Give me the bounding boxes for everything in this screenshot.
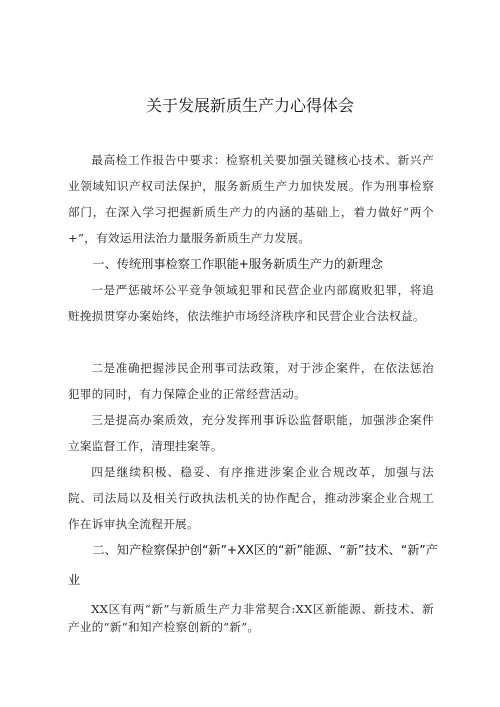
intro-paragraph: 最高检工作报告中要求：检察机关要加强关键核心技术、新兴产业领域知识产权司法保护，服务新质生产力加快发展。作为刑事检察部门，在深入学习把握新质生产力的内涵的基础上，着力做好“两个+”，有效运用法治力量服务新质生产力发展。 xyxy=(68,153,434,245)
section-2-heading: 二、知产检察保护创“新”+XX区的“新”能源、“新”技术、“新”产业 xyxy=(68,543,438,587)
section-1-point-4: 四是继续积极、稳妥、有序推进涉案企业合规改革，加强与法院、司法局以及相关行政执法机关的协作配合，推动涉案企业合规工作在诉审执全流程开展。 xyxy=(68,465,434,531)
section-1-point-2: 二是准确把握涉民企刑事司法政策，对于涉企案件，在依法惩治犯罪的同时，有力保障企业的正常经营活动。 xyxy=(68,361,434,401)
section-1-heading: 一、传统刑事检察工作职能+服务新质生产力的新理念 xyxy=(92,257,383,271)
section-1-point-3: 三是提高办案质效，充分发挥刑事诉讼监督职能，加强涉企案件立案监督工作，清理挂案等。 xyxy=(68,413,434,453)
section-1-point-1: 一是严惩破坏公平竞争领域犯罪和民营企业内部腐败犯罪，将追赃挽损贯穿办案始终，依法维护市场经济秩序和民营企业合法权益。 xyxy=(68,283,434,323)
document-title: 关于发展新质生产力心得体会 xyxy=(145,96,354,115)
section-2-paragraph: XX区有两“新”与新质生产力非常契合:XX区新能源、新技术、新产业的“新”和知产检察创新的“新”。 xyxy=(68,602,434,634)
